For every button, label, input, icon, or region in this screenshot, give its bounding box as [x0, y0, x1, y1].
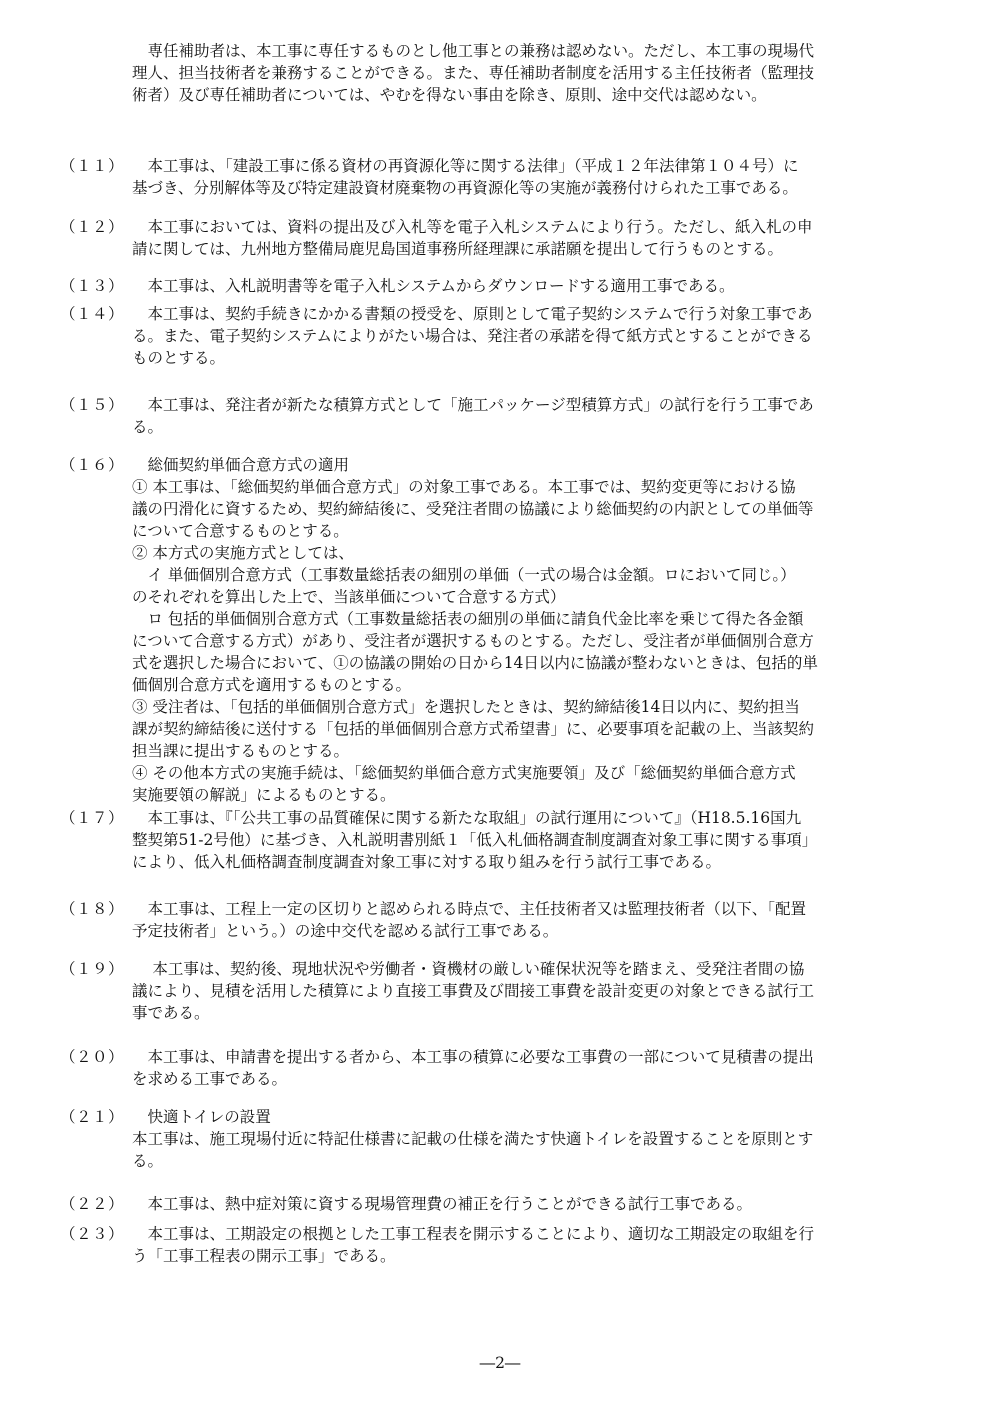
text-line: 本工事は、入札説明書等を電子入札システムからダウンロードする適用工事である。: [132, 277, 735, 295]
text-line: 価個別合意方式を適用するものとする。: [132, 676, 412, 694]
text-line: 実施要領の解説」によるものとする。: [132, 786, 396, 804]
text-line: 本工事は、工程上一定の区切りと認められる時点で、主任技術者又は監理技術者（以下、「配置: [132, 900, 806, 918]
text-line: る。: [132, 1152, 164, 1170]
text-line: 本工事においては、資料の提出及び入札等を電子入札システムにより行う。ただし、紙入札の申: [132, 218, 813, 236]
text-line: を求める工事である。: [132, 1070, 288, 1088]
text-line: 本工事は、契約後、現地状況や労働者・資機材の厳しい確保状況等を踏まえ、受発注者間の協: [132, 960, 805, 978]
text-line: のそれぞれを算出した上で、当該単価について合意する方式）: [132, 588, 566, 606]
text-line: ものとする。: [132, 349, 226, 367]
text-line: る。また、電子契約システムによりがたい場合は、発注者の承諾を得て紙方式とすることができる: [132, 327, 813, 345]
item-number: （１４）: [60, 305, 125, 323]
text-line: 術者）及び専任補助者については、やむを得ない事由を除き、原則、途中交代は認めない。: [132, 86, 767, 104]
item-number: （１６）: [60, 456, 125, 474]
item-number: （２３）: [60, 1225, 125, 1243]
text-line: 理人、担当技術者を兼務することができる。また、専任補助者制度を活用する主任技術者（監理技: [132, 64, 815, 82]
item-number: （２０）: [60, 1048, 125, 1066]
text-line: について合意する方式）があり、受注者が選択するものとする。ただし、受注者が単価個別合意方: [132, 632, 814, 650]
text-line: ① 本工事は、「総価契約単価合意方式」の対象工事である。本工事では、契約変更等における協: [132, 478, 796, 496]
text-line: 議により、見積を活用した積算により直接工事費及び間接工事費を設計変更の対象とできる試行工: [132, 982, 815, 1000]
text-line: ④ その他本方式の実施手続は、「総価契約単価合意方式実施要領」及び「総価契約単価合意方式: [132, 764, 796, 782]
text-line: う「工事工程表の開示工事」である。: [132, 1247, 396, 1265]
text-line: 予定技術者」という。）の途中交代を認める試行工事である。: [132, 922, 559, 940]
text-line: 請に関しては、九州地方整備局鹿児島国道事務所経理課に承諾願を提出して行うものとする。: [132, 240, 784, 258]
text-line: 本工事は、『「公共工事の品質確保に関する新たな取組」の試行運用について』（H18.5.16国九: [132, 809, 802, 827]
item-number: （１５）: [60, 396, 125, 414]
text-line: 本工事は、契約手続きにかかる書類の授受を、原則として電子契約システムで行う対象工事であ: [132, 305, 813, 323]
text-line: 快適トイレの設置: [132, 1108, 271, 1126]
text-line: 議の円滑化に資するため、契約締結後に、受発注者間の協議により総価契約の内訳としての単価等: [132, 500, 814, 518]
item-number: （１１）: [60, 157, 125, 175]
text-line: 基づき、分別解体等及び特定建設資材廃棄物の再資源化等の実施が義務付けられた工事である。: [132, 179, 798, 197]
text-line: により、低入札価格調査制度調査対象工事に対する取り組みを行う試行工事である。: [132, 853, 722, 871]
text-line: ② 本方式の実施方式としては、: [132, 544, 354, 562]
text-line: 本工事は、工期設定の根拠とした工事工程表を開示することにより、適切な工期設定の取組を行: [132, 1225, 815, 1243]
text-line: る。: [132, 418, 164, 436]
text-line: 式を選択した場合において、①の協議の開始の日から14日以内に協議が整わないときは、包括的単: [132, 654, 818, 672]
text-line: 整契第51-2号他）に基づき、入札説明書別紙１「低入札価格調査制度調査対象工事に関する事項」: [132, 831, 818, 849]
text-line: について合意するものとする。: [132, 522, 349, 540]
text-line: ③ 受注者は、「包括的単価個別合意方式」を選択したときは、契約締結後14日以内に、契約担当: [132, 698, 800, 716]
text-line: 本工事は、熱中症対策に資する現場管理費の補正を行うことができる試行工事である。: [132, 1195, 753, 1213]
text-line: 本工事は、「建設工事に係る資材の再資源化等に関する法律」（平成１２年法律第１０４号）に: [132, 157, 799, 175]
page-number: ―2―: [479, 1354, 521, 1372]
item-number: （１８）: [60, 900, 125, 918]
text-line: 総価契約単価合意方式の適用: [132, 456, 350, 474]
text-line: 本工事は、施工現場付近に特記仕様書に記載の仕様を満たす快適トイレを設置することを原則とす: [132, 1130, 814, 1148]
text-line: 本工事は、申請書を提出する者から、本工事の積算に必要な工事費の一部について見積書の提出: [132, 1048, 814, 1066]
text-line: 本工事は、発注者が新たな積算方式として「施工パッケージ型積算方式」の試行を行う工事であ: [132, 396, 814, 414]
text-line: 専任補助者は、本工事に専任するものとし他工事との兼務は認めない。ただし、本工事の現場代: [132, 42, 815, 60]
item-number: （１９）: [60, 960, 125, 978]
text-line: イ 単価個別合意方式（工事数量総括表の細別の単価（一式の場合は金額。ロにおいて同じ。）: [132, 566, 796, 584]
item-number: （２１）: [60, 1108, 125, 1126]
item-number: （２２）: [60, 1195, 125, 1213]
text-line: 担当課に提出するものとする。: [132, 742, 350, 760]
text-line: 事である。: [132, 1004, 210, 1022]
item-number: （１３）: [60, 277, 125, 295]
text-line: ロ 包括的単価個別合意方式（工事数量総括表の細別の単価に請負代金比率を乗じて得た各金額: [132, 610, 804, 628]
item-number: （１２）: [60, 218, 125, 236]
text-line: 課が契約締結後に送付する「包括的単価個別合意方式希望書」に、必要事項を記載の上、当該契約: [132, 720, 815, 738]
item-number: （１７）: [60, 809, 125, 827]
